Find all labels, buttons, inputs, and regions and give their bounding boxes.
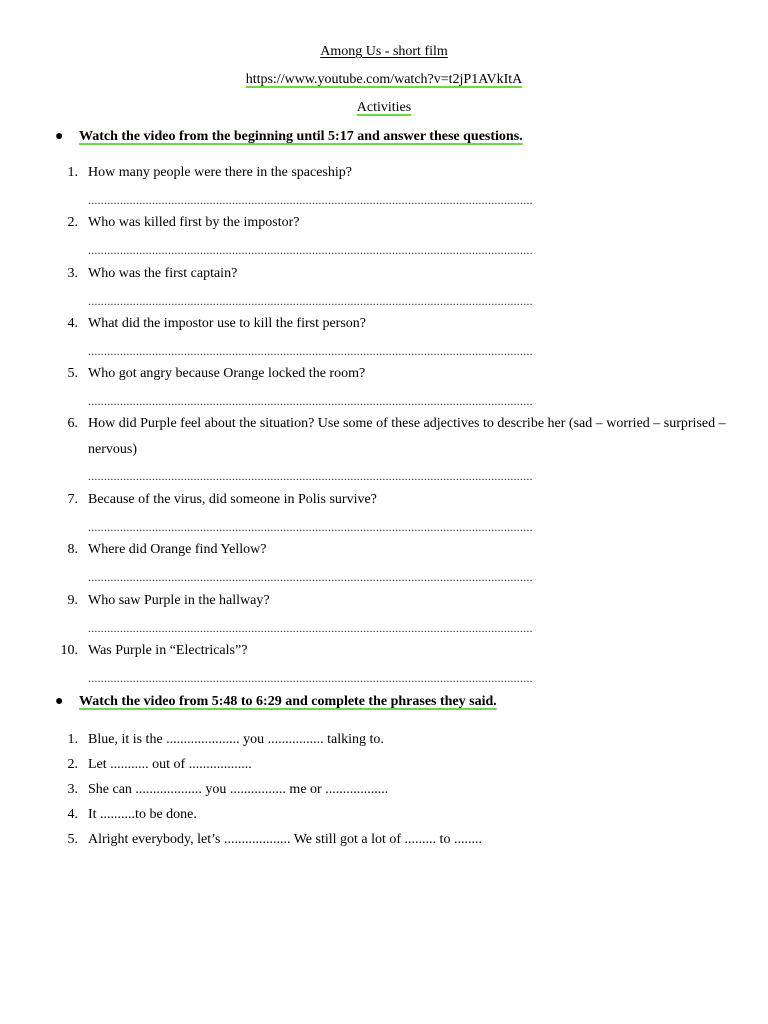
answer-line[interactable]: ...........................................................................................................................................: [88, 345, 533, 357]
question-text: Because of the virus, did someone in Polis survive?: [88, 492, 377, 507]
answer-line[interactable]: ...........................................................................................................................................: [88, 571, 533, 583]
question-number: 3.: [67, 266, 78, 281]
answer-line[interactable]: ...........................................................................................................................................: [88, 395, 533, 407]
question-text: Who was killed first by the impostor?: [88, 215, 300, 230]
phrase-text: Alright everybody, let’s ................... We still got a lot of ......... to ........: [88, 832, 482, 847]
phrase-text: Let ........... out of ..................: [88, 757, 252, 772]
question-number: 5.: [67, 366, 78, 381]
question-text: Who saw Purple in the hallway?: [88, 593, 270, 608]
answer-line[interactable]: ...........................................................................................................................................: [88, 622, 533, 634]
phrase-number: 2.: [67, 757, 78, 772]
answer-line[interactable]: ...........................................................................................................................................: [88, 194, 533, 206]
answer-line[interactable]: ...........................................................................................................................................: [88, 470, 533, 482]
bullet-icon: ●: [55, 129, 64, 144]
question-number: 1.: [67, 165, 78, 180]
section-1-heading: Watch the video from the beginning until 5:17 and answer these questions.: [79, 129, 523, 144]
document-subtitle: Activities: [356, 100, 412, 115]
question-number: 2.: [67, 215, 78, 230]
phrase-text: It ..........to be done.: [88, 807, 197, 822]
phrase-number: 1.: [67, 732, 78, 747]
question-text: How did Purple feel about the situation? Use some of these adjectives to describe her (sad – worried – surprised – nervous): [88, 416, 726, 457]
question-number: 6.: [67, 416, 78, 431]
bullet-icon: ●: [55, 694, 64, 709]
phrase-number: 5.: [67, 832, 78, 847]
question-number: 4.: [67, 316, 78, 331]
question-text: Who was the first captain?: [88, 266, 238, 281]
phrase-text: Blue, it is the ..................... you ................ talking to.: [88, 732, 384, 747]
question-text: What did the impostor use to kill the first person?: [88, 316, 367, 331]
phrase-text: She can ................... you ................ me or ..................: [88, 782, 389, 797]
phrase-number: 4.: [67, 807, 78, 822]
question-number: 7.: [67, 492, 78, 507]
answer-line[interactable]: ...........................................................................................................................................: [88, 295, 533, 307]
section-2-heading: Watch the video from 5:48 to 6:29 and complete the phrases they said.: [79, 694, 497, 709]
answer-line[interactable]: ...........................................................................................................................................: [88, 672, 533, 684]
question-number: 8.: [67, 542, 78, 557]
phrase-number: 3.: [67, 782, 78, 797]
question-text: Where did Orange find Yellow?: [88, 542, 267, 557]
question-text: How many people were there in the spaceship?: [88, 165, 352, 180]
answer-line[interactable]: ...........................................................................................................................................: [88, 521, 533, 533]
question-number: 9.: [67, 593, 78, 608]
question-text: Was Purple in “Electricals”?: [88, 643, 248, 658]
answer-line[interactable]: ...........................................................................................................................................: [88, 244, 533, 256]
question-number: 10.: [60, 643, 78, 658]
question-text: Who got angry because Orange locked the room?: [88, 366, 366, 381]
video-link[interactable]: https://www.youtube.com/watch?v=t2jP1AVkItA: [245, 72, 523, 87]
document-title: Among Us - short film: [320, 44, 448, 59]
